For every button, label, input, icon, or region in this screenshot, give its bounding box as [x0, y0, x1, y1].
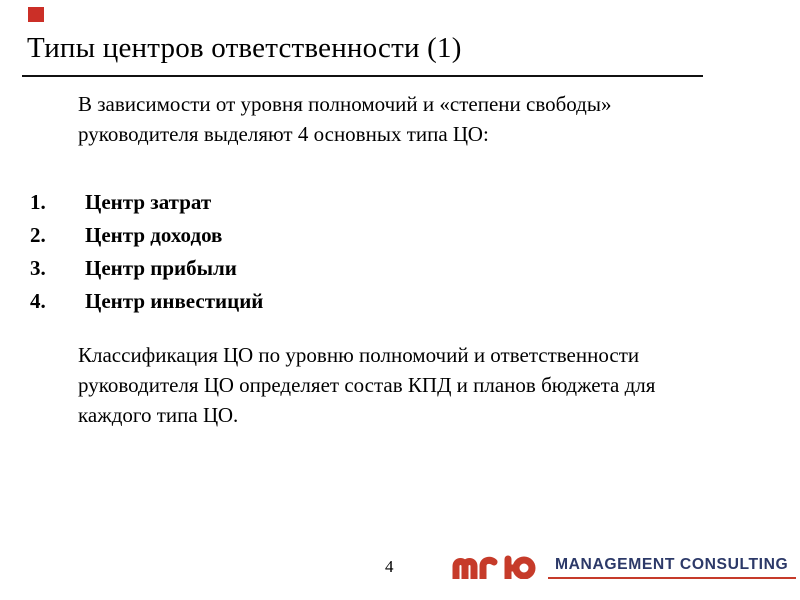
list-item-label: Центр затрат [85, 190, 212, 214]
list-item-number: 1. [30, 190, 46, 214]
list-item-number: 4. [30, 289, 46, 313]
list-item [0, 252, 500, 285]
slide-title: Типы центров ответственности (1) [27, 32, 462, 64]
list-item-label: Центр прибыли [85, 256, 237, 280]
page-number: 4 [385, 557, 394, 576]
list-item-label: Центр инвестиций [85, 289, 264, 313]
title-underline-rule [22, 75, 703, 77]
list-item-number: 2. [30, 223, 46, 247]
intro-paragraph [78, 89, 611, 149]
list-item [0, 186, 500, 219]
intro-line-2: руководителя выделяют 4 основных типа ЦО: [78, 122, 489, 146]
list-item-number: 3. [30, 256, 46, 280]
logo-underline [548, 577, 796, 579]
summary-paragraph [78, 340, 655, 430]
company-logo [452, 553, 796, 583]
red-accent-square-icon [28, 7, 44, 22]
logo-text: MANAGEMENT CONSULTING [555, 556, 789, 573]
list-item-label: Центр доходов [85, 223, 223, 247]
summary-line-3: каждого типа ЦО. [78, 403, 239, 427]
summary-line-2: руководителя ЦО определяет состав КПД и планов бюджета для [78, 373, 656, 397]
intro-line-1: В зависимости от уровня полномочий и «степени свободы» [78, 92, 612, 116]
shag-logo-mark-icon [452, 555, 552, 579]
list-item [0, 219, 500, 252]
summary-line-1: Классификация ЦО по уровню полномочий и ответственности [78, 343, 640, 367]
responsibility-center-list [0, 186, 500, 318]
list-item [0, 285, 500, 318]
